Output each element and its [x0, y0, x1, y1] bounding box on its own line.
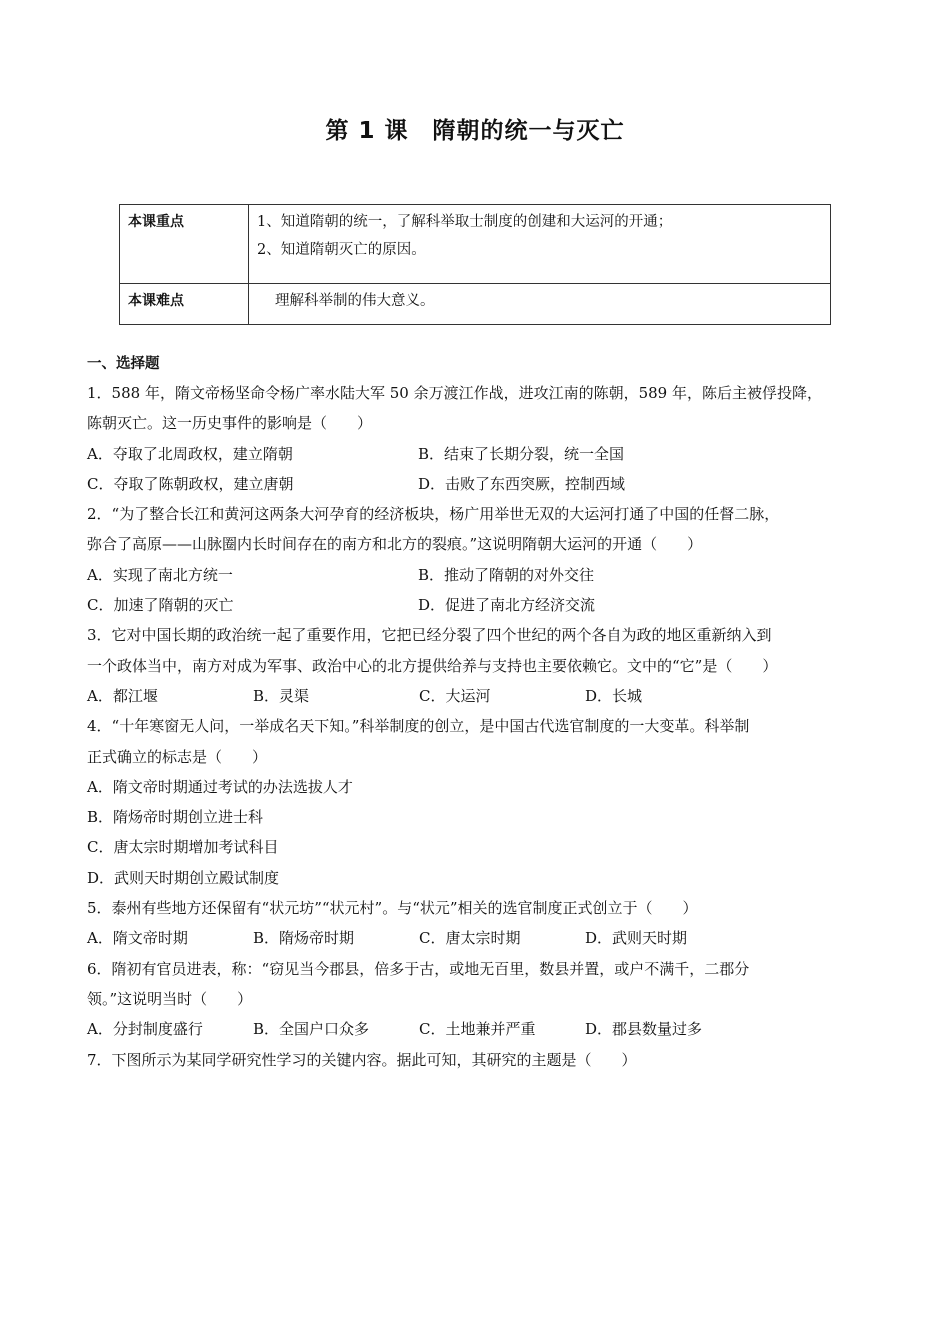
option-d[interactable]: D．武则天时期 [585, 929, 688, 948]
lesson-key-table [119, 204, 831, 325]
option-c[interactable]: C．加速了隋朝的灭亡 [87, 596, 234, 615]
difficulty-label: 本课难点 [120, 284, 249, 325]
option-c[interactable]: C．唐太宗时期增加考试科目 [87, 838, 279, 857]
question-text: 3．它对中国长期的政治统一起了重要作用，它把已经分裂了四个世纪的两个各自为政的地区重新纳入到 [87, 626, 772, 645]
option-a[interactable]: A．分封制度盛行 [87, 1020, 203, 1039]
question-6 [87, 954, 877, 1045]
option-b[interactable]: B．结束了长期分裂，统一全国 [418, 444, 625, 463]
question-section [87, 350, 877, 1075]
question-text: 4．“十年寒窗无人问，一举成名天下知。”科举制度的创立，是中国古代选官制度的一大变革。科举制 [87, 717, 750, 736]
question-5 [87, 893, 877, 954]
option-c[interactable]: C．土地兼并严重 [419, 1020, 536, 1039]
focus-item: 1、知道隋朝的统一，了解科举取士制度的创建和大运河的开通； [257, 214, 673, 230]
option-b[interactable]: B．隋炀帝时期 [253, 929, 355, 948]
option-d[interactable]: D．长城 [585, 686, 643, 705]
question-1 [87, 378, 877, 499]
option-d[interactable]: D．击败了东西突厥，控制西域 [418, 474, 626, 493]
question-text: 正式确立的标志是（ ） [87, 747, 268, 766]
focus-cell [249, 205, 831, 284]
question-text: 一个政体当中，南方对成为军事、政治中心的北方提供给养与支持也主要依赖它。文中的“它”是（ ） [87, 656, 778, 675]
option-b[interactable]: B．隋炀帝时期创立进士科 [87, 808, 264, 827]
option-a[interactable]: A．都江堰 [87, 686, 158, 705]
page-title: 第 1 课 隋朝的统一与灭亡 [325, 118, 625, 144]
focus-label: 本课重点 [120, 205, 249, 284]
question-text: 陈朝灭亡。这一历史事件的影响是（ ） [87, 414, 373, 433]
question-4 [87, 711, 877, 893]
question-text: 2．“为了整合长江和黄河这两条大河孕育的经济板块，杨广用举世无双的大运河打通了中国的任督二脉， [87, 505, 780, 524]
option-a[interactable]: A．夺取了北周政权，建立隋朝 [87, 444, 293, 463]
question-text: 7．下图所示为某同学研究性学习的关键内容。据此可知，其研究的主题是（ ） [87, 1050, 637, 1069]
option-a[interactable]: A．隋文帝时期通过考试的办法选拔人才 [87, 777, 353, 796]
option-b[interactable]: B．灵渠 [253, 686, 310, 705]
option-a[interactable]: A．实现了南北方统一 [87, 565, 233, 584]
option-d[interactable]: D．促进了南北方经济交流 [418, 596, 596, 615]
difficulty-text: 理解科举制的伟大意义。 [275, 293, 435, 309]
option-a[interactable]: A．隋文帝时期 [87, 929, 188, 948]
question-text: 5．泰州有些地方还保留有“状元坊”“状元村”。与“状元”相关的选官制度正式创立于（ ） [87, 899, 698, 918]
question-text: 1．588 年，隋文帝杨坚命令杨广率水陆大军 50 余万渡江作战，进攻江南的陈朝，589 年，陈后主被俘投降， [87, 384, 822, 402]
question-text: 6．隋初有官员进表，称：“窃见当今郡县，倍多于古，或地无百里，数县并置，或户不满千，二郡分 [87, 959, 750, 978]
question-2 [87, 499, 877, 620]
option-d[interactable]: D．郡县数量过多 [585, 1020, 703, 1039]
difficulty-cell [249, 284, 831, 325]
option-b[interactable]: B．推动了隋朝的对外交往 [418, 565, 595, 584]
option-d[interactable]: D．武则天时期创立殿试制度 [87, 868, 280, 887]
question-text: 弥合了高原——山脉圈内长时间存在的南方和北方的裂痕。”这说明隋朝大运河的开通（ ） [87, 535, 703, 554]
question-text: 领。”这说明当时（ ） [87, 989, 253, 1008]
question-3 [87, 620, 877, 711]
section-title: 一、选择题 [87, 356, 160, 372]
option-b[interactable]: B．全国户口众多 [253, 1020, 370, 1039]
option-c[interactable]: C．大运河 [419, 686, 491, 705]
option-c[interactable]: C．夺取了陈朝政权，建立唐朝 [87, 474, 294, 493]
question-7 [87, 1045, 877, 1075]
focus-item: 2、知道隋朝灭亡的原因。 [257, 242, 426, 258]
option-c[interactable]: C．唐太宗时期 [419, 929, 521, 948]
